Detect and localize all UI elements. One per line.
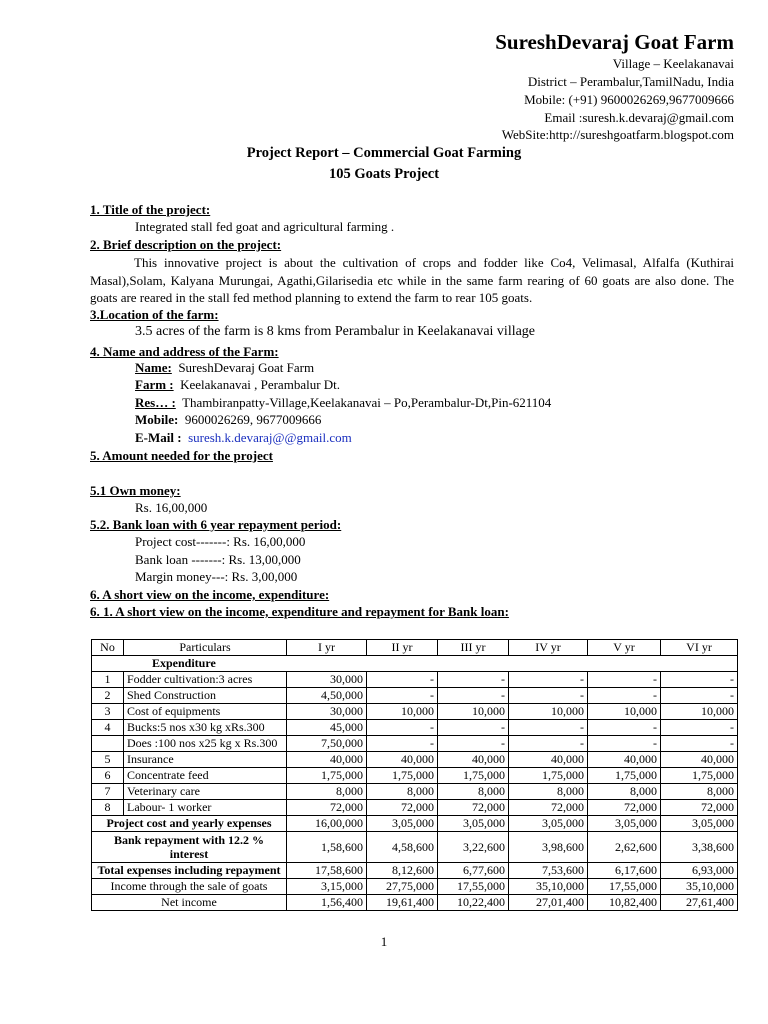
email-line: Email :suresh.k.devaraj@gmail.com (544, 110, 734, 125)
table-cell: 40,000 (661, 752, 738, 768)
summary-cell: 3,05,000 (661, 816, 738, 832)
summary-row (92, 863, 738, 879)
table-cell: - (509, 688, 588, 704)
summary-cell: 3,05,000 (588, 816, 661, 832)
table-cell: 72,000 (367, 800, 438, 816)
farm-name-row (135, 360, 314, 376)
summary-cell: 1,58,600 (287, 832, 367, 863)
section-3-heading: 3.Location of the farm: (90, 307, 219, 322)
table-cell: 1,75,000 (661, 768, 738, 784)
name-value: SureshDevaraj Goat Farm (178, 360, 315, 375)
table-cell: - (438, 672, 509, 688)
margin-money-line: Margin money---: Rs. 3,00,000 (135, 569, 298, 584)
mobile-row (135, 412, 321, 428)
table-cell: 6 (92, 768, 124, 784)
table-row (92, 688, 738, 704)
table-row (92, 752, 738, 768)
table-cell: 8,000 (367, 784, 438, 800)
district-line: District – Perambalur,TamilNadu, India (527, 74, 734, 89)
table-cell: 10,000 (438, 704, 509, 720)
table-cell: 30,000 (287, 672, 367, 688)
section-1-heading: 1. Title of the project: (90, 202, 211, 217)
table-header-cell: II yr (367, 640, 438, 656)
table-cell: Fodder cultivation:3 acres (124, 672, 287, 688)
expenditure-label: Expenditure (92, 656, 738, 672)
table-cell: - (509, 720, 588, 736)
summary-cell: 27,61,400 (661, 895, 738, 911)
table-cell: - (588, 720, 661, 736)
table-cell: 2 (92, 688, 124, 704)
table-cell: Insurance (124, 752, 287, 768)
summary-cell: 6,17,600 (588, 863, 661, 879)
table-cell: 10,000 (367, 704, 438, 720)
summary-cell: 10,82,400 (588, 895, 661, 911)
table-cell: - (509, 736, 588, 752)
table-cell: 10,000 (509, 704, 588, 720)
farm-label: Farm : (135, 377, 174, 392)
table-row (92, 720, 738, 736)
table-cell: - (367, 720, 438, 736)
summary-row (92, 895, 738, 911)
table-cell: 7 (92, 784, 124, 800)
summary-label: Total expenses including repayment (92, 863, 287, 879)
table-cell: 1 (92, 672, 124, 688)
mobile-line: Mobile: (+91) 9600026269,9677009666 (524, 92, 734, 107)
mobile-label: Mobile: (135, 412, 179, 427)
email-row (135, 430, 352, 446)
table-header-cell: I yr (287, 640, 367, 656)
farm-value: Keelakanavai , Perambalur Dt. (180, 377, 341, 392)
table-row (92, 672, 738, 688)
section-3-text: 3.5 acres of the farm is 8 kms from Perambalur in Keelakanavai village (135, 324, 536, 339)
table-cell: Does :100 nos x25 kg x Rs.300 (124, 736, 287, 752)
table-cell: 40,000 (438, 752, 509, 768)
table-cell: - (588, 672, 661, 688)
table-row (92, 704, 738, 720)
table-cell: 8 (92, 800, 124, 816)
name-label: Name: (135, 360, 172, 375)
table-cell: Shed Construction (124, 688, 287, 704)
summary-cell: 27,75,000 (367, 879, 438, 895)
table-header-cell: V yr (588, 640, 661, 656)
table-header-cell: VI yr (661, 640, 738, 656)
summary-cell: 27,01,400 (509, 895, 588, 911)
table-cell: - (367, 688, 438, 704)
table-cell: 4 (92, 720, 124, 736)
summary-cell: 17,55,000 (588, 879, 661, 895)
table-cell: Cost of equipments (124, 704, 287, 720)
summary-label: Income through the sale of goats (92, 879, 287, 895)
table-row (92, 768, 738, 784)
table-cell: 1,75,000 (438, 768, 509, 784)
summary-cell: 3,22,600 (438, 832, 509, 863)
table-cell: 40,000 (367, 752, 438, 768)
summary-cell: 3,98,600 (509, 832, 588, 863)
res-value: Thambiranpatty-Village,Keelakanavai – Po,Perambalur-Dt,Pin-621104 (182, 395, 552, 410)
summary-cell: 3,05,000 (509, 816, 588, 832)
section-5-2-heading: 5.2. Bank loan with 6 year repayment period: (90, 517, 342, 532)
table-row (92, 736, 738, 752)
summary-cell: 17,58,600 (287, 863, 367, 879)
section-4-heading: 4. Name and address of the Farm: (90, 344, 279, 359)
table-cell: 45,000 (287, 720, 367, 736)
summary-cell: 19,61,400 (367, 895, 438, 911)
section-2-paragraph (90, 254, 734, 307)
table-cell: - (367, 736, 438, 752)
summary-label: Bank repayment with 12.2 % interest (92, 832, 287, 863)
table-cell: Bucks:5 nos x30 kg xRs.300 (124, 720, 287, 736)
table-cell: 72,000 (588, 800, 661, 816)
expenditure-label-row (92, 656, 738, 672)
section-5-1-heading: 5.1 Own money: (90, 483, 181, 498)
table-cell: 4,50,000 (287, 688, 367, 704)
village-line: Village – Keelakanavai (612, 56, 734, 71)
table-cell: 40,000 (509, 752, 588, 768)
table-row (92, 784, 738, 800)
page-number: 1 (380, 934, 388, 949)
summary-row (92, 879, 738, 895)
summary-cell: 16,00,000 (287, 816, 367, 832)
table-cell: 5 (92, 752, 124, 768)
table-cell: 8,000 (287, 784, 367, 800)
table-cell: 72,000 (509, 800, 588, 816)
summary-cell: 10,22,400 (438, 895, 509, 911)
table-cell: - (438, 688, 509, 704)
summary-row (92, 816, 738, 832)
res-label: Res… : (135, 395, 176, 410)
farm-location-row (135, 377, 340, 393)
summary-label: Net income (92, 895, 287, 911)
table-cell: 30,000 (287, 704, 367, 720)
summary-cell: 6,93,000 (661, 863, 738, 879)
summary-cell: 1,56,400 (287, 895, 367, 911)
summary-cell: 35,10,000 (661, 879, 738, 895)
table-header-cell: Particulars (124, 640, 287, 656)
table-cell: 40,000 (588, 752, 661, 768)
table-cell: - (367, 672, 438, 688)
report-subtitle: 105 Goats Project (328, 166, 440, 182)
table-header-cell: IV yr (509, 640, 588, 656)
table-cell: - (661, 736, 738, 752)
summary-label: Project cost and yearly expenses (92, 816, 287, 832)
summary-cell: 35,10,000 (509, 879, 588, 895)
email-link[interactable]: suresh.k.devaraj@@gmail.com (188, 430, 352, 445)
table-cell: - (661, 720, 738, 736)
table-cell: Labour- 1 worker (124, 800, 287, 816)
table-cell: 1,75,000 (367, 768, 438, 784)
section-6-1-heading: 6. 1. A short view on the income, expenditure and repayment for Bank loan: (90, 604, 509, 619)
own-money-value: Rs. 16,00,000 (135, 500, 208, 515)
table-cell: Veterinary care (124, 784, 287, 800)
summary-cell: 4,58,600 (367, 832, 438, 863)
table-cell: 8,000 (588, 784, 661, 800)
email-label: E-Mail : (135, 430, 182, 445)
section-2-text: This innovative project is about the cultivation of crops and fodder like Co4, Velimasal, Alfalfa (Kuthirai Masal),Solam, Kalyana Murungai, Agathi,Gilarisedia etc while in the same farm rearing of 60 goats are also done. The goats are reared in the stall fed method planning to extend the farm to rear 105 goats. (90, 255, 734, 305)
summary-cell: 3,15,000 (287, 879, 367, 895)
summary-cell: 17,55,000 (438, 879, 509, 895)
table-cell: 1,75,000 (588, 768, 661, 784)
report-title: Project Report – Commercial Goat Farming (246, 145, 522, 161)
website-line: WebSite:http://sureshgoatfarm.blogspot.com (501, 127, 734, 142)
table-cell: - (588, 736, 661, 752)
summary-cell: 3,38,600 (661, 832, 738, 863)
table-row (92, 800, 738, 816)
summary-cell: 8,12,600 (367, 863, 438, 879)
table-header-cell: No (92, 640, 124, 656)
summary-cell: 6,77,600 (438, 863, 509, 879)
table-cell: - (509, 672, 588, 688)
table-cell: 72,000 (438, 800, 509, 816)
table-cell: - (438, 720, 509, 736)
summary-row (92, 832, 738, 863)
summary-cell: 7,53,600 (509, 863, 588, 879)
table-cell: - (438, 736, 509, 752)
bank-loan-line: Bank loan -------: Rs. 13,00,000 (135, 552, 301, 567)
section-5-heading: 5. Amount needed for the project (90, 448, 273, 463)
table-cell: 8,000 (661, 784, 738, 800)
table-cell: 1,75,000 (509, 768, 588, 784)
table-cell: 72,000 (287, 800, 367, 816)
farm-name-title: SureshDevaraj Goat Farm (495, 30, 734, 54)
table-cell: Concentrate feed (124, 768, 287, 784)
mobile-value: 9600026269, 9677009666 (184, 412, 322, 427)
summary-cell: 3,05,000 (438, 816, 509, 832)
table-cell: - (661, 672, 738, 688)
table-cell: 10,000 (588, 704, 661, 720)
summary-cell: 3,05,000 (367, 816, 438, 832)
financial-table (91, 639, 738, 911)
table-cell: - (588, 688, 661, 704)
residence-row (135, 395, 551, 411)
table-cell: 40,000 (287, 752, 367, 768)
section-2-heading: 2. Brief description on the project: (90, 237, 282, 252)
table-header-cell: III yr (438, 640, 509, 656)
table-cell: 10,000 (661, 704, 738, 720)
table-header-row (92, 640, 738, 656)
project-cost-line: Project cost-------: Rs. 16,00,000 (135, 534, 306, 549)
table-cell: 8,000 (509, 784, 588, 800)
summary-cell: 2,62,600 (588, 832, 661, 863)
table-cell: - (661, 688, 738, 704)
table-cell: 72,000 (661, 800, 738, 816)
table-cell: 8,000 (438, 784, 509, 800)
table-cell: 1,75,000 (287, 768, 367, 784)
table-cell: 3 (92, 704, 124, 720)
section-6-heading: 6. A short view on the income, expenditure: (90, 587, 330, 602)
table-cell: 7,50,000 (287, 736, 367, 752)
section-1-text: Integrated stall fed goat and agricultural farming . (135, 219, 395, 234)
table-cell (92, 736, 124, 752)
